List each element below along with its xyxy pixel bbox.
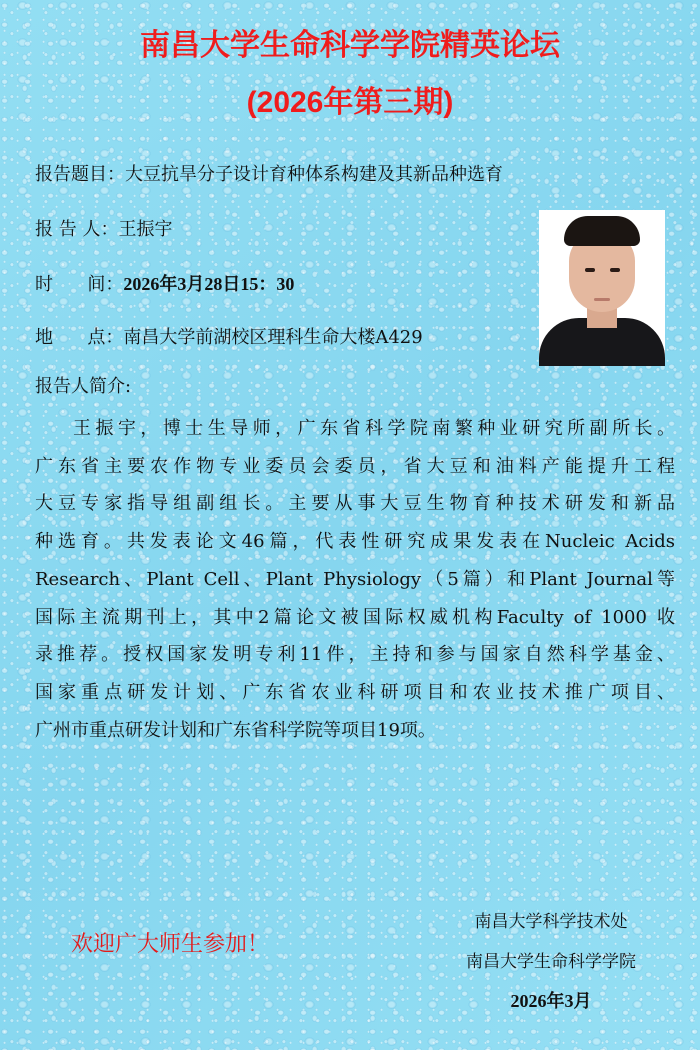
time-value: 2026年3月28日15：30 [123, 274, 295, 294]
place-row [35, 323, 423, 349]
speaker-label: 报 告 人： [35, 219, 119, 240]
photo-mouth [594, 298, 610, 301]
bio-line: 大豆专家指导组副组长。主要从事大豆生物育种技术研发和新品 [35, 493, 675, 515]
bio-line: 种选育。共发表论文46篇，代表性研究成果发表在Nucleic Acids [35, 531, 675, 553]
topic-label: 报告题目： [35, 164, 125, 185]
place-value: 南昌大学前湖校区理科生命大楼A429 [123, 327, 423, 348]
speaker-row [35, 215, 172, 241]
photo-hair [564, 216, 640, 246]
photo-eye-left [585, 268, 595, 272]
issue-date: 2026年3月 [510, 991, 592, 1011]
photo-eye-right [610, 268, 620, 272]
speaker-value: 王振宇 [118, 219, 173, 240]
speaker-bio [35, 410, 675, 749]
bio-heading [35, 372, 131, 398]
forum-issue: (2026年第三期) [246, 86, 454, 119]
topic-row [35, 160, 503, 186]
time-row [35, 270, 294, 296]
bio-line: 国家重点研发计划、广东省农业科研项目和农业技术推广项目、 [35, 681, 675, 703]
topic-value: 大豆抗旱分子设计育种体系构建及其新品种选育 [125, 164, 503, 185]
bio-line: 国际主流期刊上，其中2篇论文被国际权威机构Faculty of 1000 收 [35, 606, 675, 628]
place-label: 地 点： [35, 327, 124, 348]
welcome-message: 欢迎广大师生参加！ [71, 931, 270, 956]
bio-line: 王振宇，博士生导师，广东省科学院南繁种业研究所副所长。 [73, 418, 675, 439]
organizer-tech-office: 南昌大学科学技术处 [474, 912, 628, 932]
time-label: 时 间： [35, 274, 124, 295]
bio-label: 报告人简介: [35, 376, 132, 397]
speaker-photo [539, 210, 665, 366]
bio-line: Research、Plant Cell、Plant Physiology（5篇）和Plant Journal等 [35, 568, 675, 590]
bio-line: 广东省主要农作物专业委员会委员，省大豆和油料产能提升工程 [35, 455, 675, 477]
bio-line: 广州市重点研发计划和广东省科学院等项目19项。 [35, 719, 436, 741]
organizer-life-science-school: 南昌大学生命科学学院 [466, 952, 636, 972]
forum-title: 南昌大学生命科学学院精英论坛 [140, 29, 560, 62]
bio-line: 录推荐。授权国家发明专利11件，主持和参与国家自然科学基金、 [35, 644, 675, 666]
